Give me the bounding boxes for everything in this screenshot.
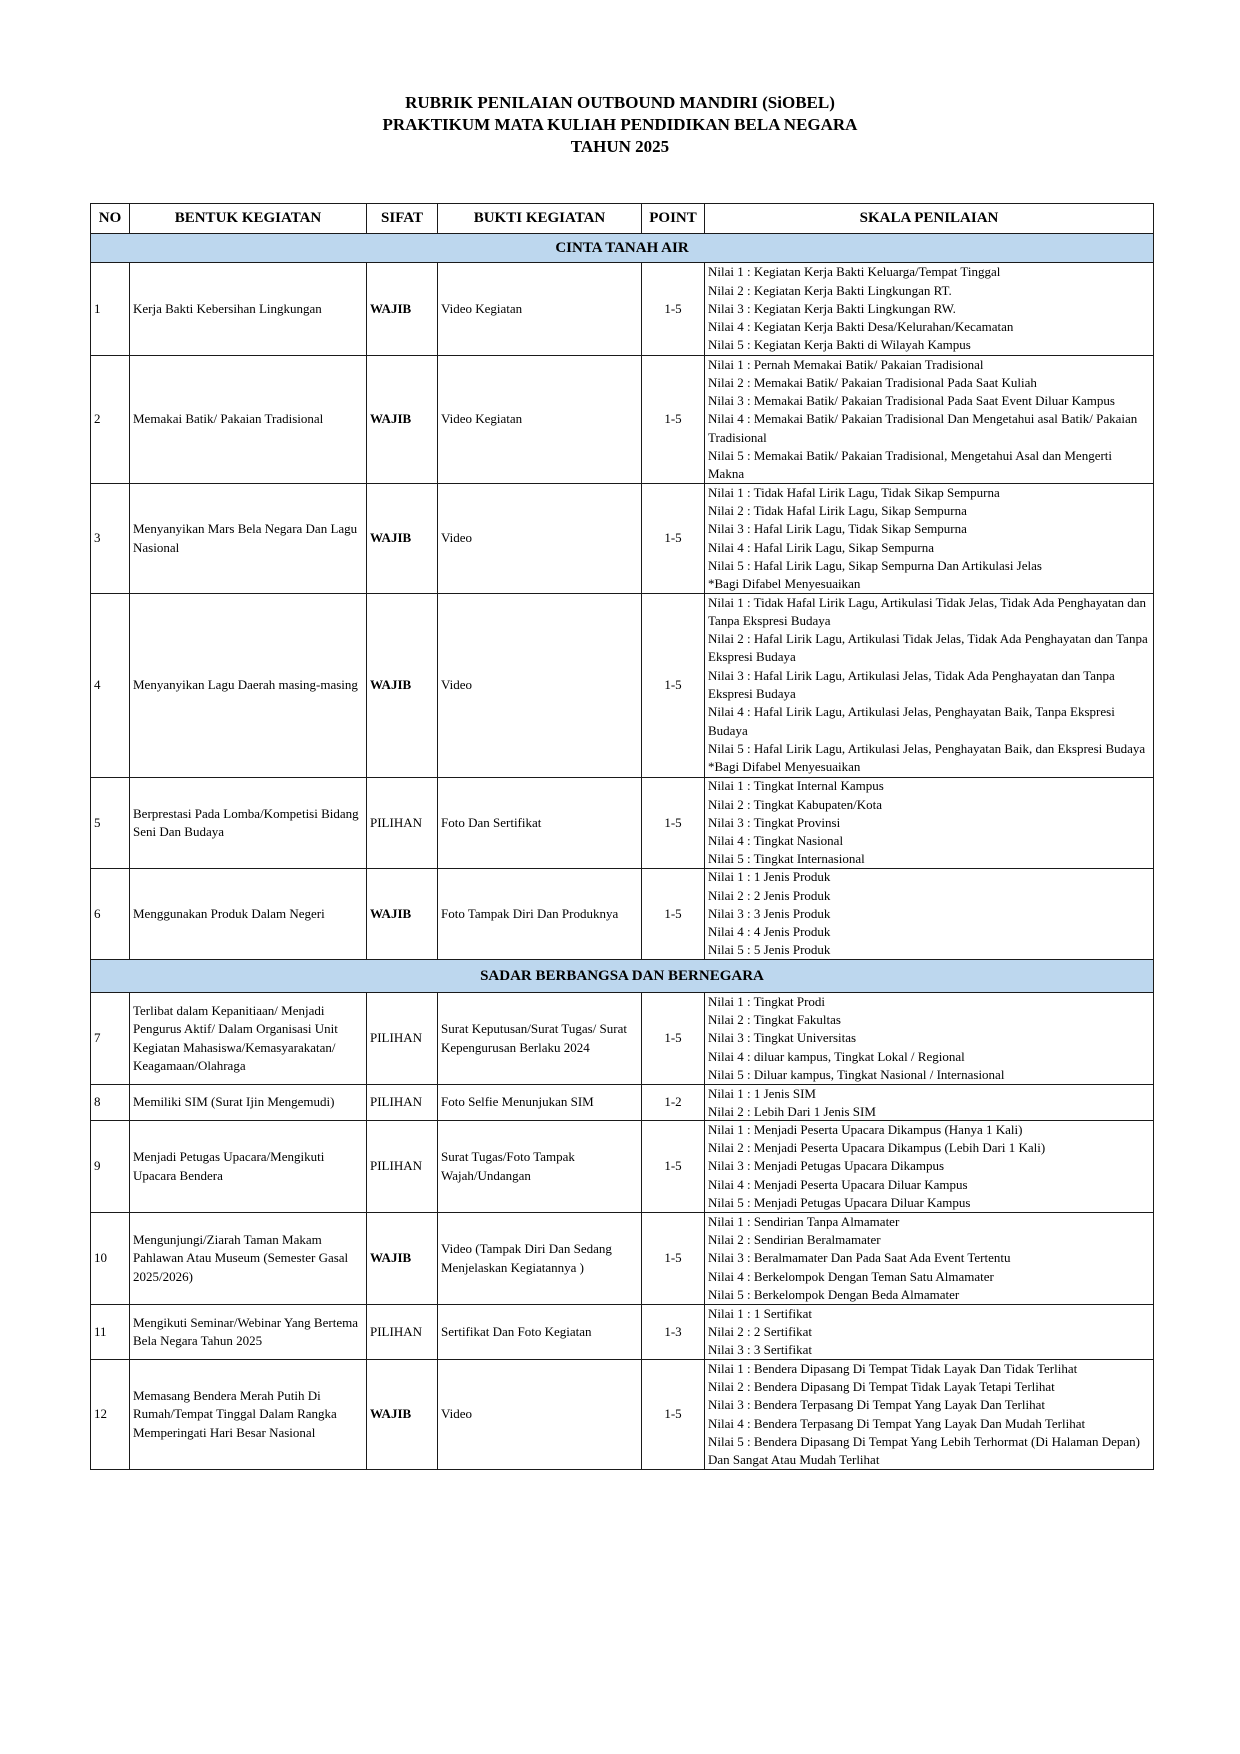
title-line-3: TAHUN 2025 (570, 137, 670, 156)
skala-item: Nilai 5 : Memakai Batik/ Pakaian Tradisional, Mengetahui Asal dan Mengerti Makna (708, 447, 1113, 482)
cell-bukti-kegiatan: Video (Tampak Diri Dan Sedang Menjelaskan Kegiatannya ) (438, 1213, 642, 1305)
cell-bukti-kegiatan: Video Kegiatan (438, 356, 642, 484)
cell-no: 7 (91, 993, 130, 1085)
cell-sifat: WAJIB (367, 869, 438, 960)
skala-item: Nilai 2 : Tingkat Kabupaten/Kota (708, 796, 883, 812)
cell-bukti-kegiatan: Surat Keputusan/Surat Tugas/ Surat Kepengurusan Berlaku 2024 (438, 993, 642, 1085)
cell-skala-penilaian (705, 594, 1154, 778)
skala-item: Nilai 3 : Hafal Lirik Lagu, Tidak Sikap Sempurna (708, 521, 967, 537)
cell-no: 4 (91, 594, 130, 778)
skala-item: Nilai 3 : Memakai Batik/ Pakaian Tradisional Pada Saat Event Diluar Kampus (708, 393, 1115, 409)
table-row (91, 1121, 1154, 1213)
cell-bentuk-kegiatan: Memakai Batik/ Pakaian Tradisional (130, 356, 367, 484)
skala-item: Nilai 1 : Tidak Hafal Lirik Lagu, Tidak Sikap Sempurna (708, 484, 1000, 500)
document-title (0, 92, 1240, 158)
skala-item: Nilai 4 : Berkelompok Dengan Teman Satu Almamater (708, 1268, 994, 1284)
cell-no: 1 (91, 263, 130, 356)
header-point: POINT (642, 204, 705, 234)
skala-list (708, 1121, 1150, 1212)
cell-sifat: WAJIB (367, 594, 438, 778)
skala-item: Nilai 1 : Tidak Hafal Lirik Lagu, Artikulasi Tidak Jelas, Tidak Ada Penghayatan dan Tanpa Ekspresi Budaya (708, 594, 1147, 628)
rubric-table (90, 203, 1154, 1470)
skala-item: Nilai 1 : Bendera Dipasang Di Tempat Tidak Layak Dan Tidak Terlihat (708, 1360, 1078, 1376)
cell-bentuk-kegiatan: Menyanyikan Mars Bela Negara Dan Lagu Nasional (130, 484, 367, 594)
skala-item: Nilai 5 : 5 Jenis Produk (708, 942, 831, 958)
title-line-1: RUBRIK PENILAIAN OUTBOUND MANDIRI (SiOBEL) (405, 93, 835, 112)
cell-bentuk-kegiatan: Menggunakan Produk Dalam Negeri (130, 869, 367, 960)
skala-item: Nilai 1 : Sendirian Tanpa Almamater (708, 1213, 900, 1229)
skala-item: Nilai 2 : 2 Jenis Produk (708, 887, 831, 903)
cell-skala-penilaian (705, 1121, 1154, 1213)
header-no: NO (91, 204, 130, 234)
cell-sifat: PILIHAN (367, 1305, 438, 1360)
cell-no: 8 (91, 1085, 130, 1121)
cell-bentuk-kegiatan: Menyanyikan Lagu Daerah masing-masing (130, 594, 367, 778)
table-row (91, 778, 1154, 869)
cell-point: 1-5 (642, 1121, 705, 1213)
cell-bentuk-kegiatan: Memiliki SIM (Surat Ijin Mengemudi) (130, 1085, 367, 1121)
skala-item: Nilai 5 : Hafal Lirik Lagu, Sikap Sempurna Dan Artikulasi Jelas (708, 557, 1042, 573)
skala-item: Nilai 4 : 4 Jenis Produk (708, 924, 831, 940)
header-bukti-kegiatan: BUKTI KEGIATAN (438, 204, 642, 234)
skala-item: Nilai 2 : Kegiatan Kerja Bakti Lingkungan RT. (708, 282, 952, 298)
header-row (91, 204, 1154, 234)
skala-item: Nilai 4 : Memakai Batik/ Pakaian Tradisional Dan Mengetahui asal Batik/ Pakaian Tradisional (708, 411, 1138, 445)
skala-list (708, 1085, 1150, 1120)
section-row (91, 960, 1154, 993)
header-skala-penilaian: SKALA PENILAIAN (705, 204, 1154, 234)
cell-no: 10 (91, 1213, 130, 1305)
cell-skala-penilaian (705, 484, 1154, 594)
cell-point: 1-5 (642, 778, 705, 869)
cell-bentuk-kegiatan: Memasang Bendera Merah Putih Di Rumah/Tempat Tinggal Dalam Rangka Memperingati Hari Besar Nasional (130, 1360, 367, 1470)
section-row (91, 234, 1154, 263)
cell-point: 1-5 (642, 1213, 705, 1305)
cell-bukti-kegiatan: Video (438, 594, 642, 778)
skala-item: Nilai 3 : Beralmamater Dan Pada Saat Ada Event Tertentu (708, 1250, 1011, 1266)
skala-item: Nilai 1 : Pernah Memakai Batik/ Pakaian Tradisional (708, 356, 984, 372)
table-row (91, 356, 1154, 484)
skala-item: Nilai 3 : Menjadi Petugas Upacara Dikampus (708, 1158, 945, 1174)
cell-bukti-kegiatan: Foto Selfie Menunjukan SIM (438, 1085, 642, 1121)
cell-sifat: PILIHAN (367, 778, 438, 869)
cell-bukti-kegiatan: Foto Dan Sertifikat (438, 778, 642, 869)
cell-sifat: WAJIB (367, 263, 438, 356)
skala-list (708, 594, 1150, 777)
skala-item: Nilai 3 : 3 Sertifikat (708, 1342, 812, 1358)
cell-no: 12 (91, 1360, 130, 1470)
skala-list (708, 263, 1150, 355)
skala-item: Nilai 2 : Menjadi Peserta Upacara Dikampus (Lebih Dari 1 Kali) (708, 1140, 1046, 1156)
skala-list (708, 484, 1150, 593)
table-row (91, 1085, 1154, 1121)
skala-list (708, 993, 1150, 1084)
cell-bentuk-kegiatan: Mengunjungi/Ziarah Taman Makam Pahlawan Atau Museum (Semester Gasal 2025/2026) (130, 1213, 367, 1305)
cell-skala-penilaian (705, 993, 1154, 1085)
cell-sifat: WAJIB (367, 484, 438, 594)
table-row (91, 1305, 1154, 1360)
skala-item: *Bagi Difabel Menyesuaikan (708, 759, 861, 775)
skala-item: Nilai 2 : Memakai Batik/ Pakaian Tradisional Pada Saat Kuliah (708, 374, 1037, 390)
skala-item: Nilai 2 : Tidak Hafal Lirik Lagu, Sikap Sempurna (708, 502, 967, 518)
cell-no: 3 (91, 484, 130, 594)
skala-item: Nilai 1 : 1 Jenis Produk (708, 869, 831, 885)
cell-skala-penilaian (705, 1213, 1154, 1305)
cell-point: 1-3 (642, 1305, 705, 1360)
cell-point: 1-5 (642, 594, 705, 778)
header-sifat: SIFAT (367, 204, 438, 234)
table-row (91, 993, 1154, 1085)
cell-point: 1-5 (642, 356, 705, 484)
skala-item: Nilai 5 : Bendera Dipasang Di Tempat Yang Lebih Terhormat (Di Halaman Depan) Dan Sangat Atau Mudah Terlihat (708, 1433, 1141, 1468)
section-title: CINTA TANAH AIR (91, 234, 1154, 263)
skala-item: Nilai 4 : Hafal Lirik Lagu, Artikulasi Jelas, Penghayatan Baik, Tanpa Ekspresi Budaya (708, 704, 1115, 738)
skala-item: Nilai 3 : Bendera Terpasang Di Tempat Yang Layak Dan Terlihat (708, 1397, 1045, 1413)
cell-sifat: WAJIB (367, 356, 438, 484)
skala-item: Nilai 5 : Kegiatan Kerja Bakti di Wilayah Kampus (708, 337, 971, 353)
skala-item: Nilai 1 : Tingkat Prodi (708, 993, 826, 1009)
skala-item: Nilai 1 : Menjadi Peserta Upacara Dikampus (Hanya 1 Kali) (708, 1121, 1023, 1137)
skala-item: Nilai 3 : Hafal Lirik Lagu, Artikulasi Jelas, Tidak Ada Penghayatan dan Tanpa Ekspresi Budaya (708, 667, 1115, 701)
cell-bukti-kegiatan: Sertifikat Dan Foto Kegiatan (438, 1305, 642, 1360)
title-line-2: PRAKTIKUM MATA KULIAH PENDIDIKAN BELA NEGARA (382, 115, 858, 134)
cell-point: 1-5 (642, 263, 705, 356)
skala-item: Nilai 3 : 3 Jenis Produk (708, 905, 831, 921)
cell-no: 5 (91, 778, 130, 869)
skala-item: Nilai 4 : diluar kampus, Tingkat Lokal / Regional (708, 1048, 965, 1064)
skala-item: Nilai 1 : Kegiatan Kerja Bakti Keluarga/Tempat Tinggal (708, 264, 1001, 280)
skala-item: Nilai 2 : Bendera Dipasang Di Tempat Tidak Layak Tetapi Terlihat (708, 1378, 1055, 1394)
skala-list (708, 1213, 1150, 1304)
skala-list (708, 778, 1150, 868)
cell-bentuk-kegiatan: Menjadi Petugas Upacara/Mengikuti Upacara Bendera (130, 1121, 367, 1213)
cell-bukti-kegiatan: Foto Tampak Diri Dan Produknya (438, 869, 642, 960)
cell-skala-penilaian (705, 1085, 1154, 1121)
skala-item: Nilai 5 : Berkelompok Dengan Beda Almamater (708, 1286, 960, 1302)
skala-item: Nilai 5 : Tingkat Internasional (708, 851, 865, 867)
table-row (91, 484, 1154, 594)
cell-bentuk-kegiatan: Kerja Bakti Kebersihan Lingkungan (130, 263, 367, 356)
skala-item: Nilai 5 : Menjadi Petugas Upacara Diluar Kampus (708, 1194, 971, 1210)
skala-item: Nilai 1 : 1 Sertifikat (708, 1305, 812, 1321)
cell-no: 6 (91, 869, 130, 960)
cell-bukti-kegiatan: Video (438, 1360, 642, 1470)
skala-item: Nilai 3 : Kegiatan Kerja Bakti Lingkungan RW. (708, 300, 956, 316)
skala-item: Nilai 1 : 1 Jenis SIM (708, 1085, 816, 1101)
skala-item: *Bagi Difabel Menyesuaikan (708, 576, 861, 592)
skala-item: Nilai 4 : Tingkat Nasional (708, 833, 844, 849)
skala-list (708, 1305, 1150, 1359)
skala-item: Nilai 4 : Hafal Lirik Lagu, Sikap Sempurna (708, 539, 935, 555)
cell-point: 1-5 (642, 869, 705, 960)
cell-point: 1-2 (642, 1085, 705, 1121)
cell-bukti-kegiatan: Video (438, 484, 642, 594)
skala-item: Nilai 2 : Sendirian Beralmamater (708, 1232, 881, 1248)
cell-skala-penilaian (705, 1305, 1154, 1360)
cell-skala-penilaian (705, 263, 1154, 356)
cell-sifat: PILIHAN (367, 1085, 438, 1121)
rubric-body (91, 234, 1154, 1470)
table-row (91, 1360, 1154, 1470)
skala-item: Nilai 1 : Tingkat Internal Kampus (708, 778, 884, 794)
table-row (91, 594, 1154, 778)
cell-no: 11 (91, 1305, 130, 1360)
skala-item: Nilai 2 : 2 Sertifikat (708, 1323, 812, 1339)
cell-sifat: PILIHAN (367, 993, 438, 1085)
cell-bentuk-kegiatan: Berprestasi Pada Lomba/Kompetisi Bidang Seni Dan Budaya (130, 778, 367, 869)
skala-item: Nilai 5 : Diluar kampus, Tingkat Nasional / Internasional (708, 1066, 1005, 1082)
cell-sifat: WAJIB (367, 1360, 438, 1470)
skala-list (708, 356, 1150, 483)
cell-bentuk-kegiatan: Terlibat dalam Kepanitiaan/ Menjadi Pengurus Aktif/ Dalam Organisasi Unit Kegiatan Mahasiswa/Kemasyarakatan/ Keagamaan/Olahraga (130, 993, 367, 1085)
skala-item: Nilai 4 : Menjadi Peserta Upacara Diluar Kampus (708, 1176, 968, 1192)
skala-item: Nilai 2 : Hafal Lirik Lagu, Artikulasi Tidak Jelas, Tidak Ada Penghayatan dan Tanpa Ekspresi Budaya (708, 631, 1148, 665)
skala-item: Nilai 5 : Hafal Lirik Lagu, Artikulasi Jelas, Penghayatan Baik, dan Ekspresi Budaya (708, 740, 1146, 756)
table-row (91, 869, 1154, 960)
cell-skala-penilaian (705, 356, 1154, 484)
header-bentuk-kegiatan: BENTUK KEGIATAN (130, 204, 367, 234)
cell-point: 1-5 (642, 993, 705, 1085)
skala-item: Nilai 2 : Lebih Dari 1 Jenis SIM (708, 1103, 876, 1119)
skala-item: Nilai 4 : Kegiatan Kerja Bakti Desa/Kelurahan/Kecamatan (708, 319, 1014, 335)
cell-sifat: WAJIB (367, 1213, 438, 1305)
skala-item: Nilai 3 : Tingkat Provinsi (708, 814, 841, 830)
table-row (91, 263, 1154, 356)
cell-sifat: PILIHAN (367, 1121, 438, 1213)
skala-list (708, 1360, 1150, 1469)
cell-bentuk-kegiatan: Mengikuti Seminar/Webinar Yang Bertema Bela Negara Tahun 2025 (130, 1305, 367, 1360)
section-title: SADAR BERBANGSA DAN BERNEGARA (91, 960, 1154, 993)
skala-item: Nilai 4 : Bendera Terpasang Di Tempat Yang Layak Dan Mudah Terlihat (708, 1415, 1086, 1431)
cell-skala-penilaian (705, 778, 1154, 869)
cell-bukti-kegiatan: Surat Tugas/Foto Tampak Wajah/Undangan (438, 1121, 642, 1213)
skala-item: Nilai 2 : Tingkat Fakultas (708, 1012, 841, 1028)
cell-point: 1-5 (642, 1360, 705, 1470)
cell-no: 9 (91, 1121, 130, 1213)
cell-point: 1-5 (642, 484, 705, 594)
cell-bukti-kegiatan: Video Kegiatan (438, 263, 642, 356)
cell-skala-penilaian (705, 1360, 1154, 1470)
cell-skala-penilaian (705, 869, 1154, 960)
cell-no: 2 (91, 356, 130, 484)
skala-list (708, 869, 1150, 959)
skala-item: Nilai 3 : Tingkat Universitas (708, 1030, 857, 1046)
table-row (91, 1213, 1154, 1305)
